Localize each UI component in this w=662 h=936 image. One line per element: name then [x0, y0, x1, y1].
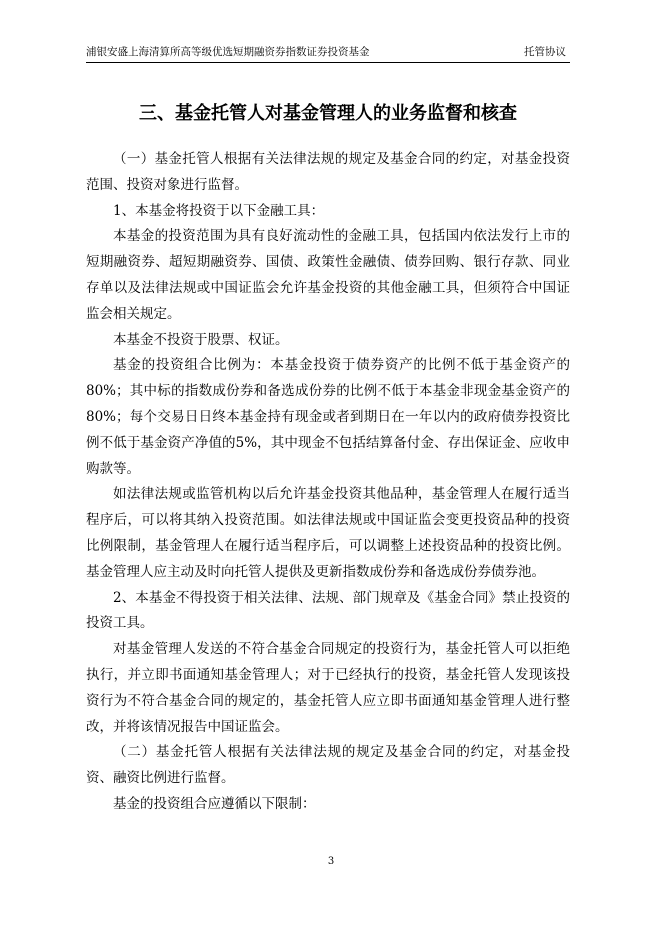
paragraph: 本基金不投资于股票、权证。: [113, 331, 289, 348]
paragraph: 1、本基金将投资于以下金融工具：: [113, 202, 325, 219]
paragraph: 2、本基金不得投资于相关法律、法规、部门规章及《基金合同》禁止投资的投资工具。: [86, 589, 570, 632]
body-text: [86, 147, 570, 818]
paragraph: 本基金的投资范围为具有良好流动性的金融工具，包括国内依法发行上市的短期融资券、超短期融资券、国债、政策性金融债、债券回购、银行存款、同业存单以及法律法规或中国证监会允许基金投资的其他金融工具，但须符合中国证监会相关规定。: [86, 228, 570, 322]
header-fund-name: 浦银安盛上海清算所高等级优选短期融资券指数证券投资基金: [86, 46, 370, 58]
page-number: 3: [327, 856, 335, 867]
paragraph: （二）基金托管人根据有关法律法规的规定及基金合同的约定，对基金投资、融资比例进行监督。: [86, 744, 570, 787]
page-header: [86, 44, 570, 60]
section-title: 三、基金托管人对基金管理人的业务监督和核查: [139, 103, 517, 124]
paragraph: （一）基金托管人根据有关法律法规的规定及基金合同的约定，对基金投资范围、投资对象进行监督。: [86, 151, 570, 193]
header-doc-type: 托管协议: [524, 46, 566, 58]
paragraph: 基金的投资组合比例为：本基金投资于债券资产的比例不低于基金资产的80%；其中标的指数成份券和备选成份券的比例不低于本基金非现金基金资产的80%；每个交易日日终本基金持有现金或者到期日在一年以内的政府债券投资比例不低于基金资产净值的5%，其中现金不包括结算备付金、存出保证金、应收申购款等。: [86, 357, 570, 477]
paragraph: 对基金管理人发送的不符合基金合同规定的投资行为，基金托管人可以拒绝执行，并立即书面通知基金管理人；对于已经执行的投资，基金托管人发现该投资行为不符合基金合同的规定的，基金托管人应立即书面通知基金管理人进行整改，并将该情况报告中国证监会。: [86, 641, 570, 735]
paragraph: 如法律法规或监管机构以后允许基金投资其他品种，基金管理人在履行适当程序后，可以将其纳入投资范围。如法律法规或中国证监会变更投资品种的投资比例限制，基金管理人在履行适当程序后，可以调整上述投资品种的投资比例。基金管理人应主动及时向托管人提供及更新指数成份券和备选成份券债券池。: [86, 486, 570, 580]
paragraph: 基金的投资组合应遵循以下限制：: [113, 795, 316, 812]
header-rule: [86, 62, 570, 63]
